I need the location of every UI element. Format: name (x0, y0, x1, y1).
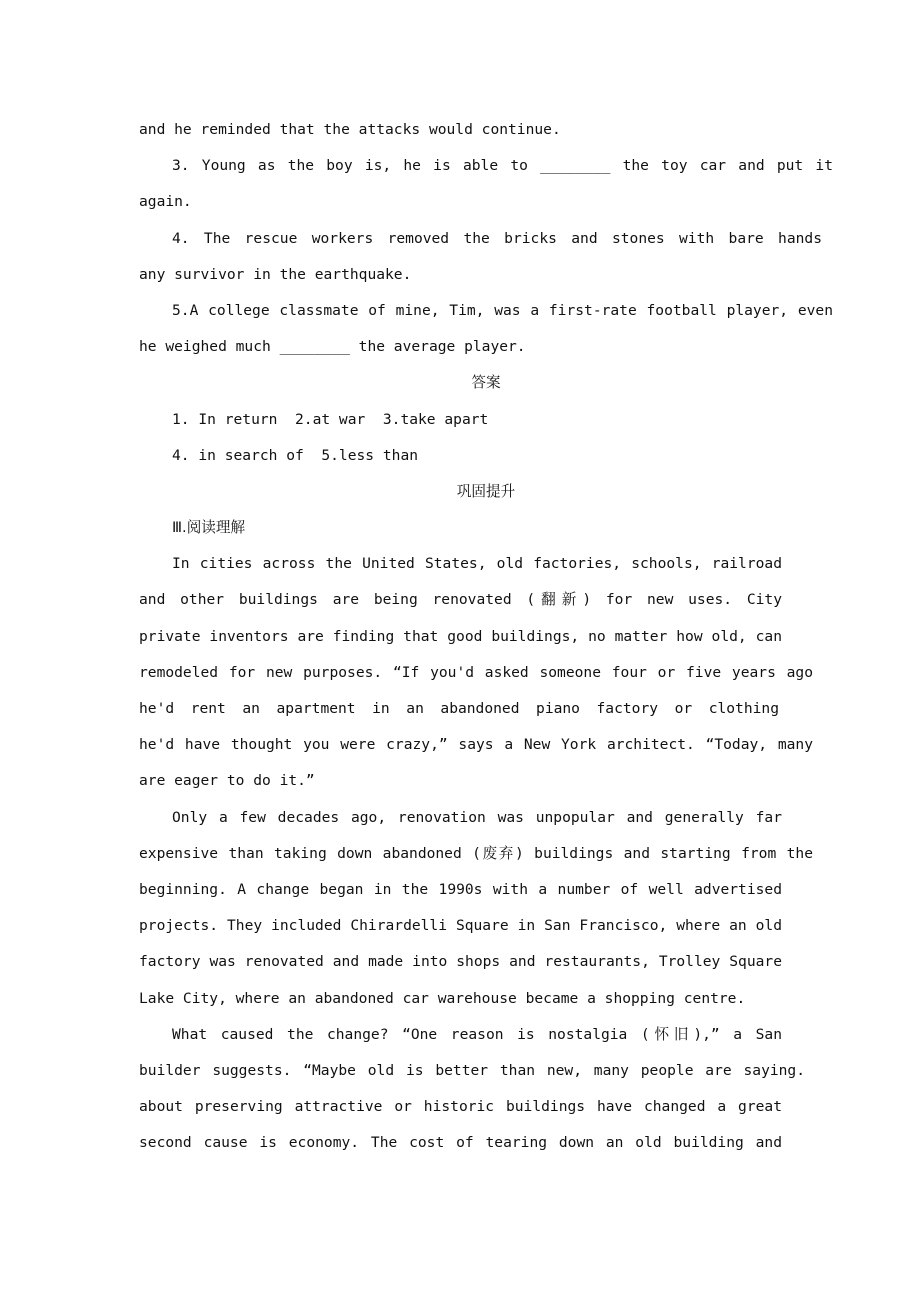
paragraph-line: second cause is economy. The cost of tearing down an old building and (139, 1134, 782, 1152)
answers-line-1: 1. In return 2.at war 3.take apart (172, 410, 489, 428)
paragraph-line: projects. They included Chirardelli Square in San Francisco, where an old (139, 917, 782, 935)
paragraph-line: Only a few decades ago, renovation was unpopular and generally far (172, 808, 782, 826)
paragraph-line: In cities across the United States, old factories, schools, railroad (172, 555, 782, 573)
paragraph-line: beginning. A change began in the 1990s with a number of well advertised (139, 880, 782, 898)
reading-paragraph-3 (139, 1017, 833, 1162)
question-5-line-1: 5.A college classmate of mine, Tim, was a first-rate football player, even (172, 301, 833, 319)
reading-paragraph-2 (139, 800, 833, 1017)
paragraph-line: he'd have thought you were crazy,” says a New York architect. “Today, many (139, 736, 813, 754)
question-4-line-1: 4. The rescue workers removed the bricks and stones with bare hands (172, 229, 822, 247)
document-page (139, 112, 833, 1161)
reading-paragraph-1 (139, 546, 833, 799)
paragraph-line: are eager to do it.” (139, 772, 315, 790)
paragraph-line: What caused the change? “One reason is nostalgia (怀旧),” a San (172, 1025, 782, 1043)
paragraph-line: expensive than taking down abandoned (废弃) buildings and starting from the (139, 844, 813, 862)
question-2-continuation: and he reminded that the attacks would continue. (139, 121, 561, 138)
question-3-line-2: again. (139, 193, 192, 211)
paragraph-line: and other buildings are being renovated (翻新) for new uses. City (139, 591, 782, 609)
answers-heading: 答案 (471, 374, 501, 392)
consolidation-heading: 巩固提升 (456, 482, 516, 500)
answers-line-2: 4. in search of 5.less than (172, 446, 419, 464)
paragraph-line: remodeled for new purposes. “If you'd asked someone four or five years ago (139, 663, 813, 681)
paragraph-line: private inventors are finding that good buildings, no matter how old, can (139, 627, 782, 645)
question-4-line-2: any survivor in the earthquake. (139, 265, 412, 283)
paragraph-line: factory was renovated and made into shops and restaurants, Trolley Square (139, 953, 782, 971)
question-3-line-1: 3. Young as the boy is, he is able to ________ the toy car and put it (172, 157, 833, 175)
question-5-line-2: he weighed much ________ the average player. (139, 338, 526, 356)
paragraph-line: Lake City, where an abandoned car warehouse became a shopping centre. (139, 989, 746, 1007)
paragraph-line: he'd rent an apartment in an abandoned piano factory or clothing (139, 700, 779, 717)
paragraph-line: about preserving attractive or historic buildings have changed a great (139, 1098, 782, 1116)
reading-section-label: Ⅲ.阅读理解 (172, 519, 246, 537)
paragraph-line: builder suggests. “Maybe old is better than new, many people are saying. (139, 1061, 805, 1079)
